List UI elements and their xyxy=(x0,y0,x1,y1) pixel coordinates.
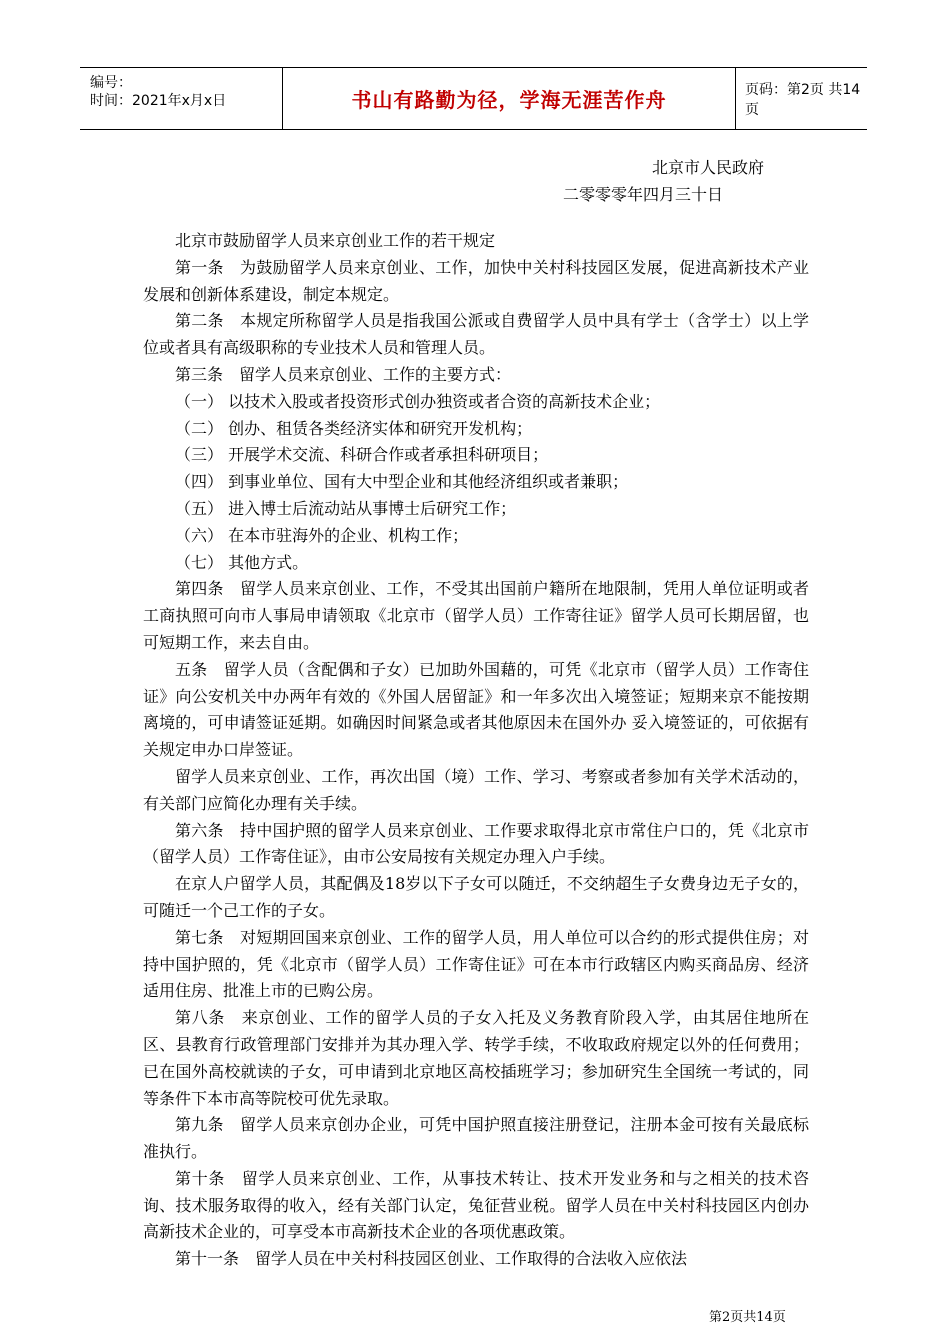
header-motto-cell xyxy=(282,68,736,129)
body-paragraph: 第六条 持中国护照的留学人员来京创业、工作要求取得北京市常住户口的，凭《北京市（留学人员）工作寄住证》，由市公安局按有关规定办理入户手续。 xyxy=(143,820,809,867)
body-paragraph: 留学人员来京创业、工作，再次出国（境）工作、学习、考察或者参加有关学术活动的，有关部门应简化办理有关手续。 xyxy=(143,766,809,813)
body-paragraph: 第十一条 留学人员在中关村科技园区创业、工作取得的合法收入应依法 xyxy=(175,1249,688,1269)
body-paragraph: （五） 进入博士后流动站从事博士后研究工作； xyxy=(175,498,517,518)
body-paragraph: 第四条 留学人员来京创业、工作，不受其出国前户籍所在地限制，凭用人单位证明或者工商执照可向市人事局申请领取《北京市（留学人员）工作寄往证》留学人员可长期居留，也可短期工作，来去自由。 xyxy=(143,579,809,652)
signature-date: 二零零零年四月三十日 xyxy=(563,185,724,204)
body-paragraph: 第八条 来京创业、工作的留学人员的子女入托及义务教育阶段入学，由其居住地所在区、县教育行政管理部门安排并为其办理入学、转学手续，不收取政府规定以外的任何费用；已在国外高校就读的子女，可申请到北京地区高校插班学习；参加研究生全国统一考试的，同等条件下本市高等院校可优先录取。 xyxy=(143,1008,809,1108)
body-paragraph: 第一条 为鼓励留学人员来京创业、工作，加快中关村科技园区发展，促进高新技术产业发展和创新体系建设，制定本规定。 xyxy=(143,257,809,304)
footer-page-number: 第2页共14页 xyxy=(709,1310,786,1325)
body-paragraph: （二） 创办、租赁各类经济实体和研究开发机构； xyxy=(175,418,533,438)
document-time-label: 时间：2021年x月x日 xyxy=(90,93,227,109)
body-paragraph: 北京市鼓励留学人员来京创业工作的若干规定 xyxy=(175,231,496,250)
body-paragraph: 第九条 留学人员来京创办企业，可凭中国护照直接注册登记，注册本金可按有关最底标准执行。 xyxy=(143,1115,809,1162)
body-paragraph: 在京人户留学人员，其配偶及18岁以下子女可以随迁，不交纳超生子女费身边无子女的，可随迁一个己工作的子女。 xyxy=(143,874,809,920)
page-header xyxy=(80,67,867,130)
body-paragraph: 五条 留学人员（含配偶和子女）已加助外国藉的，可凭《北京市（留学人员）工作寄住证》向公安机关中办两年有效的《外国人居留証》和一年多次出入境签证；短期来京不能按期离境的，可申请签证延期。如确因时间紧急或者其他原因未在国外办 妥入境签证的，可依据有关规定申办口岸签证。 xyxy=(143,659,809,760)
body-paragraph: 第二条 本规定所称留学人员是指我国公派或自费留学人员中具有学士（含学士）以上学位或者具有高级职称的专业技术人员和管理人员。 xyxy=(143,311,809,358)
body-paragraph: 第十条 留学人员来京创业、工作，从事技术转让、技术开发业务和与之相关的技术咨询、技术服务取得的收入，经有关部门认定，兔征营业税。留学人员在中关村科技园区内创办高新技术企业的，可享受本市高新技术企业的各项优惠政策。 xyxy=(143,1168,809,1242)
document-body xyxy=(143,228,809,1273)
body-paragraph: （三） 开展学术交流、科研合作或者承担科研项目； xyxy=(175,445,549,465)
body-paragraph: （七） 其他方式。 xyxy=(175,552,309,572)
header-left-cell xyxy=(80,68,282,129)
body-paragraph: （一） 以技术入股或者投资形式创办独资或者合资的高新技术企业； xyxy=(175,391,661,411)
header-motto: 书山有路勤为径，学海无涯苦作舟 xyxy=(351,88,667,112)
body-paragraph: （四） 到事业单位、国有大中型企业和其他经济组织或者兼职； xyxy=(175,472,629,492)
body-paragraph: 第七条 对短期回国来京创业、工作的留学人员，用人单位可以合约的形式提供住房；对持中国护照的，凭《北京市（留学人员）工作寄住证》可在本市行政辖区内购买商品房、经济适用住房、批准上市的已购公房。 xyxy=(143,927,809,1001)
body-paragraph: 第三条 留学人员来京创业、工作的主要方式： xyxy=(175,364,512,384)
signature-government: 北京市人民政府 xyxy=(652,158,765,177)
header-page-number: 页码：第2页 共14页 xyxy=(745,81,861,118)
body-paragraph: （六） 在本市驻海外的企业、机构工作； xyxy=(175,525,469,545)
document-code-label: 编号： xyxy=(90,75,132,91)
header-page-cell xyxy=(735,68,867,129)
